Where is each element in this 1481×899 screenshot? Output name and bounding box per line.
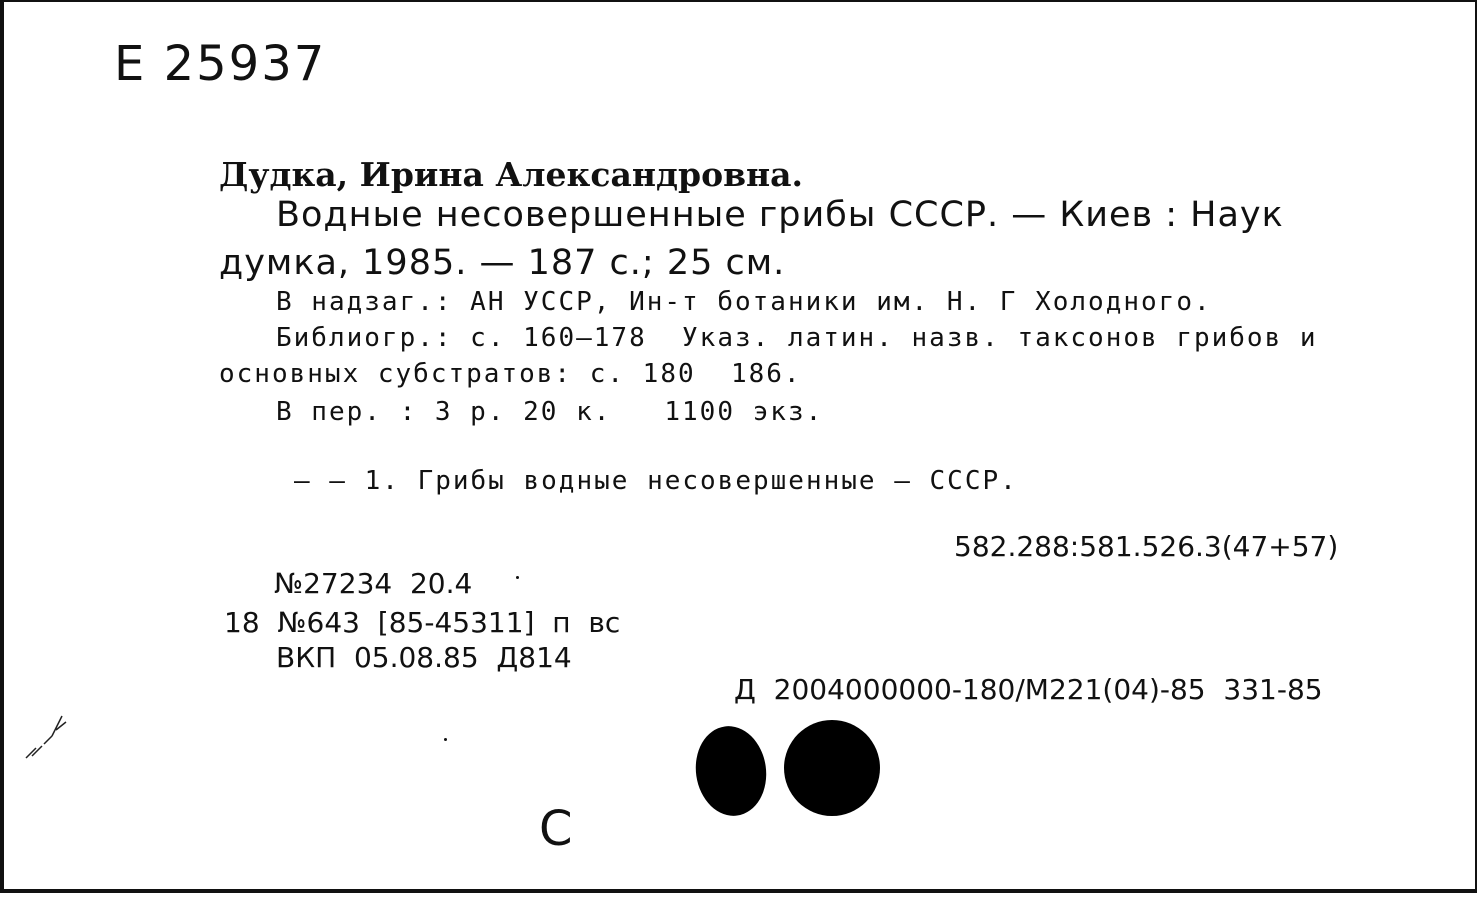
author-heading: Дудка, Ирина Александровна. (219, 155, 804, 194)
punch-hole-mark-right (784, 720, 880, 816)
note-bibliography-line-1: Библиогр.: с. 160—178 Указ. латин. назв. таксонов грибов и (276, 323, 1318, 353)
pencil-scribble-mark (22, 708, 70, 764)
card-letter: С (539, 801, 573, 857)
title-line-1: Водные несовершенные грибы СССР. — Киев : Наук (276, 195, 1284, 235)
price-line: В пер. : 3 р. 20 к. 1100 экз. (276, 397, 824, 427)
order-number: 18 №643 [85-45311] п вс (224, 606, 621, 639)
call-number: Е 25937 (114, 36, 327, 92)
udc-classification: 582.288:581.526.3(47+57) (954, 530, 1339, 563)
ink-speck (516, 576, 519, 579)
note-bibliography-line-2: основных субстратов: с. 180 186. (219, 359, 802, 389)
ink-speck (444, 738, 447, 741)
vkp-line: ВКП 05.08.85 Д814 (276, 641, 572, 674)
punch-hole-mark-left (690, 722, 772, 821)
publication-code: Д 2004000000-180/М221(04)-85 331-85 (734, 673, 1323, 706)
registration-number: №27234 20.4 (274, 567, 473, 600)
subject-heading: — — 1. Грибы водные несовершенные — СССР. (294, 466, 1018, 496)
note-header: В надзаг.: АН УССР, Ин-т ботаники им. Н. Г Холодного. (276, 287, 1212, 317)
title-line-2: думка, 1985. — 187 с.; 25 см. (219, 243, 786, 283)
